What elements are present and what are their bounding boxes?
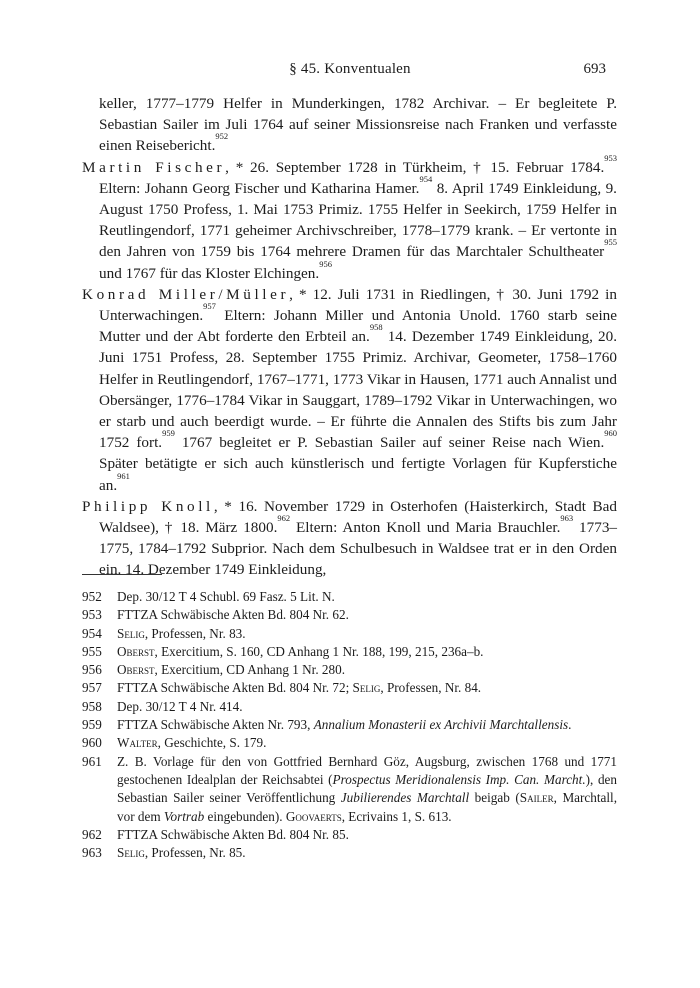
entry-continuation: keller, 1777–1779 Helfer in Munderkingen, 1782 Archivar. – Er begleitete P. Sebastian Sailer im Juli 1764 auf seiner Missionsreise nach Franken und verfasste einen Reisebericht.$^{952}$ xyxy=(99,95,617,155)
footnote-958: 958 Dep. 30/12 T 4 Nr. 414. xyxy=(82,698,243,714)
footnote-ref: 958 xyxy=(369,322,383,333)
footnote-ref: 955 xyxy=(604,237,617,248)
entry-konrad-miller: Konrad Miller/Müller, * 12. Juli 1731 in Riedlingen, † 30. Juni 1792 in Unterwachingen.$^{957}$ Eltern: Johann Miller und Antonia Unold. 1760 starb seine Mutter und der Abt forderte den Erbteil an.$^{958}$ 14. Dezember 1749 Einkleidung, 20. Juni 1751 Profess, 28. September 1755 Primiz. Archivar, Geometer, 1758–1760 Helfer in Reutlingendorf, 1767–1771, 1773 Vikar in Hausen, 1771 auch Annalist und Obersänger, 1776–1784 Vikar in Sauggart, 1789–1792 Vikar in Unterwachingen, wo er starb und auch beerdigt wurde. – Er führte die Annalen des Stifts bis zum Jahr 1752 fort.$^{959}$ 1767 begleitet er P. Sebastian Sailer auf seiner Reise nach Wien.$^{960}$ Später betätigte er sich auch künstlerisch und fertigte Vorlagen für Kupferstiche an.$^{961}$ xyxy=(82,285,618,494)
footnote-ref: 952 xyxy=(215,131,229,142)
entry-martin-fischer: Martin Fischer, * 26. September 1728 in Türkheim, † 15. Februar 1784.$^{953}$ Eltern: Johann Georg Fischer und Katharina Hamer.$^{954}$ 8. April 1749 Einkleidung, 9. August 1750 Profess, 1. Mai 1753 Primiz. 1755 Helfer in Seekirch, 1759 Helfer in Reutlingendorf, 1771 geheimer Archivschreiber, 1778–1779 krank. – Er vertonte in den Jahren von 1759 bis 1764 mehrere Dramen für das Marchtaler Schultheater$^{955}$ und 1767 für das Kloster Elchingen.$^{956}$ xyxy=(82,152,617,282)
page-number: 693 xyxy=(583,61,606,77)
footnote-954: 954 Selig, Professen, Nr. 83. xyxy=(82,625,246,641)
footnote-ref: 961 xyxy=(117,470,130,481)
footnote-959: 959 FTTZA Schwäbische Akten Nr. 793, Annalium Monasterii ex Archivii Marchtallensis. xyxy=(82,717,572,733)
footnote-ref: 957 xyxy=(203,301,216,312)
footnote-957: 957 FTTZA Schwäbische Akten Bd. 804 Nr. 72; Selig, Professen, Nr. 84. xyxy=(82,680,482,696)
footnote-ref: 959 xyxy=(162,428,175,439)
footnote-955: 955 Oberst, Exercitium, S. 160, CD Anhang 1 Nr. 188, 199, 215, 236a–b. xyxy=(82,643,484,659)
footnote-ref: 953 xyxy=(604,152,617,163)
footnote-960: 960 Walter, Geschichte, S. 179. xyxy=(82,735,267,751)
footnote-956: 956 Oberst, Exercitium, CD Anhang 1 Nr. 280. xyxy=(82,662,345,678)
footnote-ref: 960 xyxy=(604,428,617,439)
footnote-961: 961 Z. B. Vorlage für den von Gottfried Bernhard Göz, Augsburg, zwischen 1768 und 1771 gestochenen Idealplan der Reichsabtei (Prospectus Meridionalensis Imp. Can. Marcht.), den Sebastian Sailer seiner Veröffentlichung Jubilierendes Marchtall beigab (Sailer, Marchtall, vor dem Vortrab eingebunden). Goovaerts, Ecrivains 1, S. 613. xyxy=(82,753,617,824)
person-name: Philipp Knoll xyxy=(82,497,214,515)
footnotes xyxy=(82,588,617,862)
footnote-952: 952 Dep. 30/12 T 4 Schubl. 69 Fasz. 5 Lit. N. xyxy=(82,589,335,604)
entry-philipp-knoll: Philipp Knoll, * 16. November 1729 in Osterhofen (Haisterkirch, Stadt Bad Waldsee), † 18. März 1800.$^{962}$ Eltern: Anton Knoll und Maria Brauchler.$^{963}$ 1773–1775, 1784–1792 Subprior. Nach dem Schulbesuch in Waldsee trat er in den Orden ein. 14. Dezember 1749 Einkleidung, xyxy=(82,497,618,579)
footnote-ref: 954 xyxy=(419,173,433,184)
footnote-963: 963 Selig, Professen, Nr. 85. xyxy=(82,845,246,861)
person-name: Martin Fischer xyxy=(82,158,226,176)
person-name: Konrad Miller/Müller xyxy=(82,285,290,303)
main-text xyxy=(82,93,617,581)
footnote-ref: 963 xyxy=(560,513,574,524)
footnote-953: 953 FTTZA Schwäbische Akten Bd. 804 Nr. 62. xyxy=(82,607,349,623)
footnote-ref: 956 xyxy=(319,258,332,269)
footnote-ref: 962 xyxy=(277,513,291,524)
footnote-separator xyxy=(82,574,162,575)
footnote-962: 962 FTTZA Schwäbische Akten Bd. 804 Nr. 85. xyxy=(82,826,349,842)
section-title: § 45. Konventualen xyxy=(289,61,411,77)
